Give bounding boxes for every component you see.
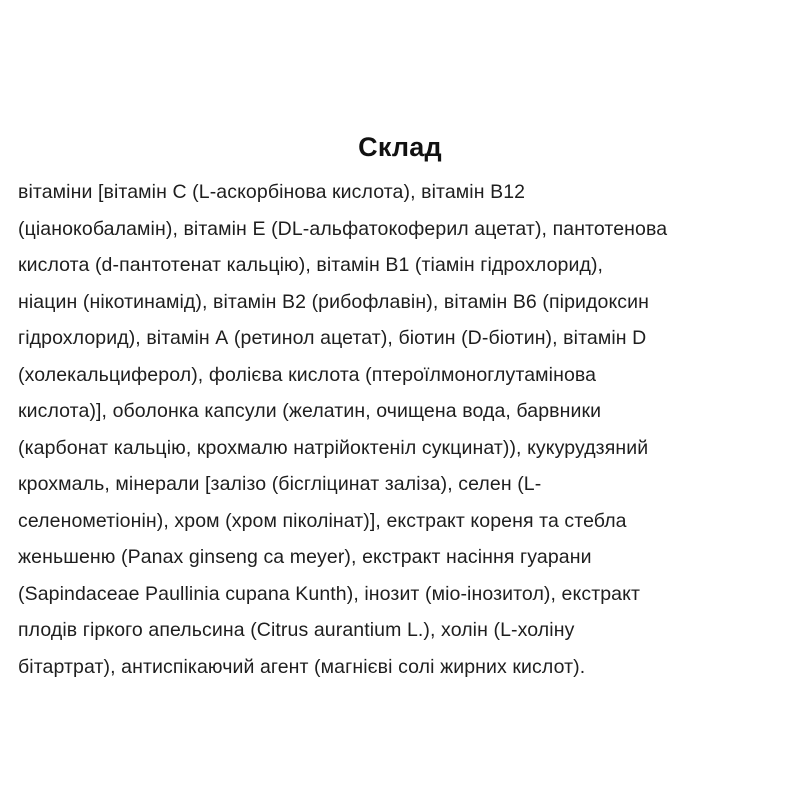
text-line: вітаміни [вітамін С (L-аскорбінова кислота), вітамін В12 bbox=[18, 181, 526, 203]
text-line: женьшеню (Panax ginseng ca meyer), екстракт насіння гуарани bbox=[18, 546, 592, 568]
composition-text bbox=[18, 174, 788, 685]
text-line: (Sapindaceae Paullinia cupana Kunth), інозит (міо-інозитол), екстракт bbox=[18, 582, 640, 605]
text-line: кислота (d-пантотенат кальцію), вітамін В1 (тіамін гідрохлорид), bbox=[18, 254, 604, 276]
text-line: бітартрат), антиспікаючий агент (магнієві солі жирних кислот). bbox=[18, 655, 586, 678]
text-line: (ціанокобаламін), вітамін Е (DL-альфатокоферил ацетат), пантотенова bbox=[18, 217, 668, 240]
text-line: селенометіонін), хром (хром піколінат)], екстракт кореня та стебла bbox=[18, 509, 627, 532]
text-line: гідрохлорид), вітамін А (ретинол ацетат), біотин (D-біотин), вітамін D bbox=[18, 327, 647, 349]
text-line: ніацин (нікотинамід), вітамін В2 (рибофлавін), вітамін В6 (піридоксин bbox=[18, 290, 650, 313]
composition-heading: Склад bbox=[358, 132, 442, 162]
text-line: (карбонат кальцію, крохмалю натрійоктеніл сукцинат)), кукурудзяний bbox=[18, 436, 649, 459]
text-line: кислота)], оболонка капсули (желатин, очищена вода, барвники bbox=[18, 400, 602, 422]
text-line: крохмаль, мінерали [залізо (бісгліцинат заліза), селен (L- bbox=[18, 473, 542, 495]
text-line: (холекальциферол), фолієва кислота (птероїлмоноглутамінова bbox=[18, 363, 597, 386]
text-line: плодів гіркого апельсина (Citrus aurantium L.), холін (L-холіну bbox=[18, 619, 575, 641]
